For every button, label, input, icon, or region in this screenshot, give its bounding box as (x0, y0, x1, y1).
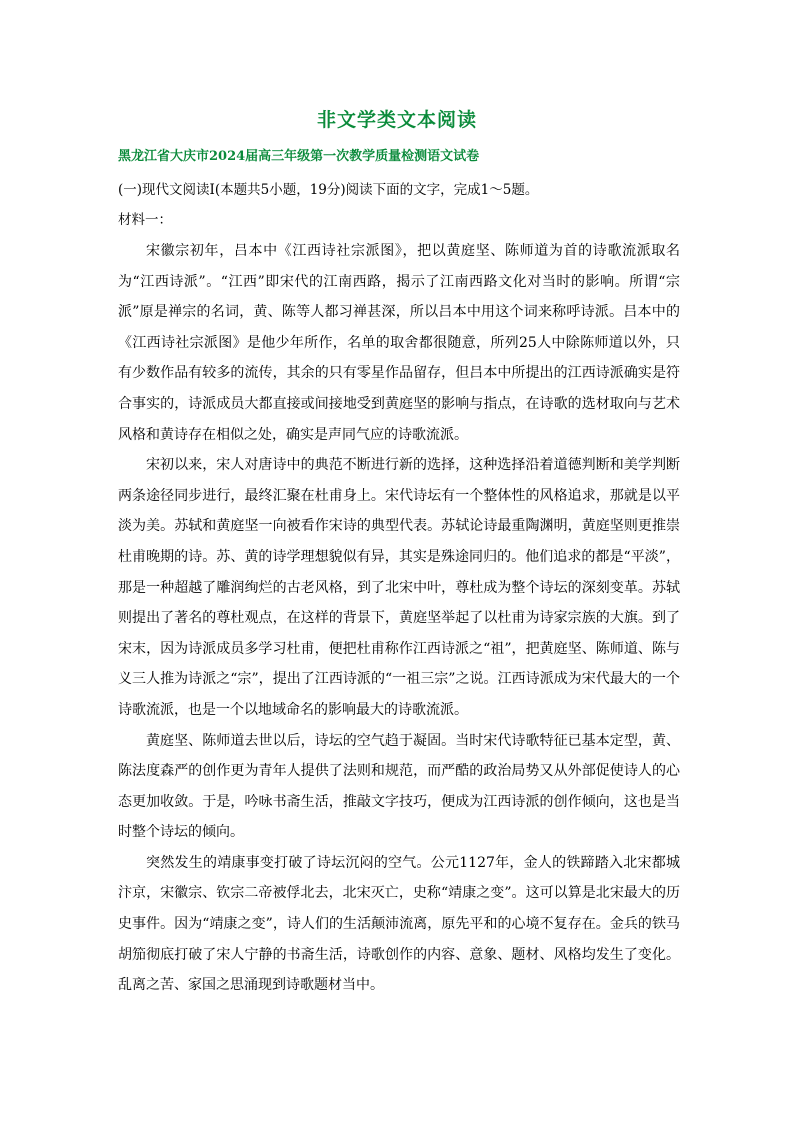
page-title: 非文学类文本阅读 (316, 109, 477, 131)
paragraph: 宋徽宗初年，吕本中《江西诗社宗派图》，把以黄庭坚、陈师道为首的诗歌流派取名为“江西诗派”。“江西”即宋代的江南西路，揭示了江南西路文化对当时的影响。所谓“宗派”原是禅宗的名词，黄、陈等人都习禅甚深，所以吕本中用这个词来称呼诗派。吕本中的《江西诗社宗派图》是他少年所作，名单的取舍都很随意，所列25人中除陈师道以外，只有少数作品有较多的流传，其余的只有零星作品留存，但吕本中所提出的江西诗派确实是符合事实的，诗派成员大都直接或间接地受到黄庭坚的影响与指点，在诗歌的选材取向与艺术风格和黄诗存在相似之处，确实是声同气应的诗歌流派。 (118, 243, 680, 443)
material-label: 材料一： (118, 212, 172, 228)
paragraph: 突然发生的靖康事变打破了诗坛沉闷的空气。公元1127年，金人的铁蹄踏入北宋都城汴京，宋徽宗、钦宗二帝被俘北去，北宋灭亡，史称“靖康之变”。这可以算是北宋最大的历史事件。因为“靖康之变”，诗人们的生活颠沛流离，原先平和的心境不复存在。金兵的铁马胡笳彻底打破了宋人宁静的书斋生活，诗歌创作的内容、意象、题材、风格均发生了变化。乱离之苦、家国之思涌现到诗歌题材当中。 (118, 854, 680, 994)
article-body (118, 236, 680, 1001)
paragraph: 宋初以来，宋人对唐诗中的典范不断进行新的选择，这种选择沿着道德判断和美学判断两条途径同步进行，最终汇聚在杜甫身上。宋代诗坛有一个整体性的风格追求，那就是以平淡为美。苏轼和黄庭坚一向被看作宋诗的典型代表。苏轼论诗最重陶渊明，黄庭坚则更推崇杜甫晚期的诗。苏、黄的诗学理想貌似有异，其实是殊途同归的。他们追求的都是“平淡”，那是一种超越了雕润绚烂的古老风格，到了北宋中叶，尊杜成为整个诗坛的深刻变革。苏轼则提出了著名的尊杜观点，在这样的背景下，黄庭坚举起了以杜甫为诗家宗族的大旗。到了宋末，因为诗派成员多学习杜甫，便把杜甫称作江西诗派之“祖”，把黄庭坚、陈师道、陈与义三人推为诗派之“宗”，提出了江西诗派的“一祖三宗”之说。江西诗派成为宋代最大的一个诗歌流派，也是一个以地域命名的影响最大的诗歌流派。 (118, 457, 680, 718)
exam-subtitle: 黑龙江省大庆市2024届高三年级第一次教学质量检测语文试卷 (118, 149, 480, 164)
paragraph: 黄庭坚、陈师道去世以后，诗坛的空气趋于凝固。当时宋代诗歌特征已基本定型，黄、陈法度森严的创作更为青年人提供了法则和规范，而严酷的政治局势又从外部促使诗人的心态更加收敛。于是，吟咏书斋生活，推敲文字技巧，便成为江西诗派的创作倾向，这也是当时整个诗坛的倾向。 (118, 732, 680, 841)
section-instructions: (一)现代文阅读Ⅰ(本题共5小题，19分)阅读下面的文字，完成1～5题。 (118, 182, 539, 198)
